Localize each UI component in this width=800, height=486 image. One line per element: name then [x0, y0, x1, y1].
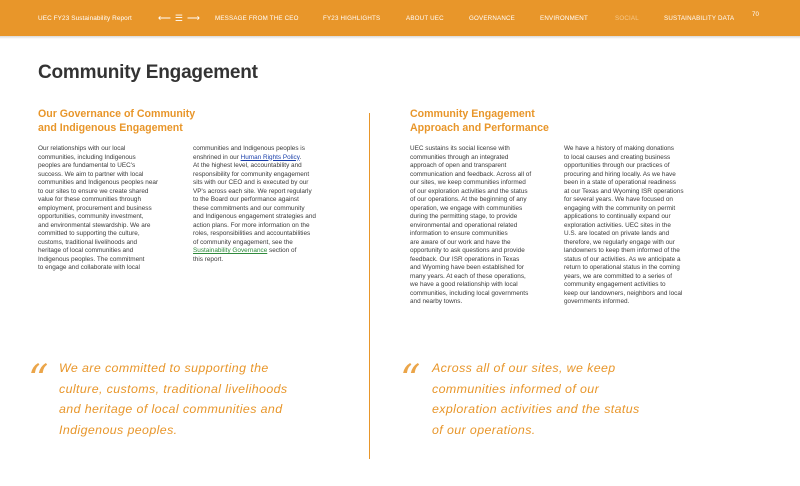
- text-line: are aware of our work and have the: [410, 238, 511, 246]
- text-line: engaging with the community on permit: [564, 204, 676, 212]
- top-nav-bar: [0, 0, 800, 36]
- text-fragment: section of: [267, 247, 297, 254]
- nav-social[interactable]: SOCIAL: [615, 15, 639, 22]
- text-line: success. We aim to partner with local: [38, 170, 144, 178]
- text-line: these commitments and our community: [193, 204, 305, 212]
- text-line: UEC sustains its social license with: [410, 145, 510, 152]
- text-line: approach of open and transparent: [410, 162, 507, 169]
- text-line: and nearby towns.: [410, 298, 463, 305]
- nav-governance[interactable]: GOVERNANCE: [469, 15, 516, 22]
- text-line: We have a history of making donations: [564, 145, 675, 152]
- report-title[interactable]: UEC FY23 Sustainability Report: [38, 15, 132, 22]
- text-line: sits with our CEO and is executed by our: [193, 179, 309, 186]
- text-line: exploration activities. UEC sites in the: [564, 221, 671, 229]
- text-line: opportunities, community investment,: [38, 213, 144, 220]
- menu-icon[interactable]: ☰: [174, 12, 183, 23]
- text-line: and Indigenous engagement strategies and: [193, 213, 316, 220]
- text-line: communities, including Indigenous: [38, 153, 136, 161]
- nav-environment[interactable]: ENVIRONMENT: [540, 15, 588, 22]
- text-line: many years. At each of these operations,: [410, 272, 526, 280]
- nav-controls: [158, 11, 200, 25]
- text-line: committed to supporting the culture,: [38, 230, 140, 237]
- text-line: opportunity to ask questions and provide: [410, 247, 525, 254]
- quote-line: Across all of our sites, we keep: [432, 361, 616, 375]
- text-line: of our exploration activities and the status: [410, 187, 528, 195]
- text-line: landowners to keep them informed of the: [564, 247, 680, 254]
- text-line: At the highest level, accountability and: [193, 162, 302, 169]
- text-line: opportunities through our practices of: [564, 162, 670, 169]
- text-line: and environmental stewardship. We are: [38, 221, 151, 229]
- text-line: U.S. are located on private lands and: [564, 230, 670, 237]
- arrow-right-icon[interactable]: ⟶: [186, 12, 200, 23]
- text-line: [193, 247, 343, 256]
- text-line: of community engagement, see the: [193, 238, 293, 246]
- quote-line: of our operations.: [432, 422, 536, 437]
- page-number: 70: [752, 11, 759, 18]
- text-line: responsibility for community engagement: [193, 170, 310, 178]
- left-section-heading: [38, 107, 195, 135]
- heading-line: Our Governance of Community: [38, 108, 196, 120]
- text-line: during the permitting stage, to provide: [410, 213, 518, 220]
- text-line: feedback. Our ISR operations in Texas: [410, 255, 520, 263]
- quote-line: communities informed of our: [432, 381, 600, 396]
- text-line: keep our landowners, neighbors and local: [564, 289, 683, 297]
- text-line: communication and feedback. Across all of: [410, 170, 532, 178]
- text-line: we have a good relationship with local: [410, 281, 518, 288]
- page-title: Community Engagement: [38, 62, 258, 83]
- text-line: Indigenous peoples. The commitment: [38, 255, 145, 263]
- text-fragment: enshrined in our: [193, 153, 241, 161]
- text-line: this report.: [193, 255, 224, 263]
- left-column-1: [38, 145, 188, 273]
- heading-line: Community Engagement: [410, 108, 535, 120]
- quote-line: and heritage of local communities and: [59, 402, 283, 416]
- text-line: operation, we engage with communities: [410, 204, 523, 212]
- text-line: to the Board our performance against: [193, 196, 299, 203]
- quote-line: Indigenous peoples.: [59, 422, 178, 437]
- right-column-1: [410, 145, 560, 307]
- text-line: communities, including local governments: [410, 289, 529, 297]
- column-divider: [369, 113, 370, 459]
- text-line: action plans. For more information on the: [193, 221, 310, 229]
- quote-line: We are committed to supporting the: [59, 361, 269, 375]
- heading-line: and Indigenous Engagement: [38, 122, 183, 134]
- text-line: to engage and collaborate with local: [38, 264, 140, 271]
- right-section-heading: [410, 107, 549, 135]
- text-line: heritage of local communities and: [38, 247, 134, 254]
- text-line: and Wyoming have been established for: [410, 264, 524, 271]
- text-line: Our relationships with our local: [38, 145, 126, 152]
- text-line: therefore, we regularly engage with our: [564, 238, 675, 246]
- right-pull-quote: [432, 358, 640, 440]
- text-line: procuring and hiring locally. As we have: [564, 170, 676, 178]
- nav-message-from-ceo[interactable]: MESSAGE FROM THE CEO: [215, 15, 299, 22]
- text-line: environmental and operational related: [410, 221, 518, 229]
- human-rights-policy-link[interactable]: Human Rights Policy: [240, 153, 300, 161]
- left-pull-quote: [59, 358, 288, 440]
- text-line: peoples are fundamental to UEC's: [38, 162, 136, 169]
- text-line: community engagement activities to: [564, 281, 666, 288]
- left-column-2: [193, 145, 343, 264]
- text-line: at our Texas and Wyoming ISR operations: [564, 187, 684, 195]
- heading-line: Approach and Performance: [410, 122, 549, 134]
- text-line: been in a state of operational readiness: [564, 179, 676, 186]
- sustainability-governance-link[interactable]: Sustainability Governance: [193, 247, 268, 254]
- text-line: to our sites to ensure we create shared: [38, 187, 149, 195]
- text-line: of our operations. At the beginning of any: [410, 196, 527, 203]
- quote-mark-icon: “: [400, 357, 421, 403]
- text-line: value for these communities through: [38, 196, 142, 203]
- text-line: applications to continually expand our: [564, 213, 671, 220]
- text-line: customs, traditional livelihoods and: [38, 238, 138, 246]
- text-line: status of our activities. As we anticipate a: [564, 255, 681, 263]
- right-column-2: [564, 145, 714, 307]
- text-line: governments informed.: [564, 298, 630, 305]
- quote-line: culture, customs, traditional livelihoods: [59, 381, 288, 396]
- nav-sustainability-data[interactable]: SUSTAINABILITY DATA: [664, 15, 735, 22]
- text-line: for several years. We have focused on: [564, 196, 673, 203]
- quote-mark-icon: “: [28, 357, 49, 403]
- quote-line: exploration activities and the status: [432, 402, 640, 416]
- text-line: return to operational status in the coming: [564, 264, 680, 271]
- header-shadow: [0, 36, 800, 39]
- text-line: communities and Indigenous peoples is: [193, 145, 305, 152]
- text-line: to local causes and creating business: [564, 153, 671, 161]
- text-line: roles, responsibilities and accountabilities: [193, 230, 311, 237]
- text-line: communities through an integrated: [410, 153, 509, 161]
- text-fragment: .: [299, 153, 302, 161]
- text-line: our sites, we keep communities informed: [410, 179, 526, 186]
- text-line: employment, procurement and business: [38, 204, 152, 212]
- text-line: [193, 154, 343, 163]
- nav-about-uec[interactable]: ABOUT UEC: [406, 15, 444, 22]
- text-line: years, we are committed to a series of: [564, 272, 672, 280]
- text-line: communities and Indigenous peoples near: [38, 179, 159, 186]
- arrow-left-icon[interactable]: ⟵: [158, 12, 171, 23]
- text-line: information to ensure communities: [410, 230, 508, 237]
- nav-fy23-highlights[interactable]: FY23 HIGHLIGHTS: [323, 15, 381, 22]
- text-line: VP's across each site. We report regularly: [193, 187, 312, 195]
